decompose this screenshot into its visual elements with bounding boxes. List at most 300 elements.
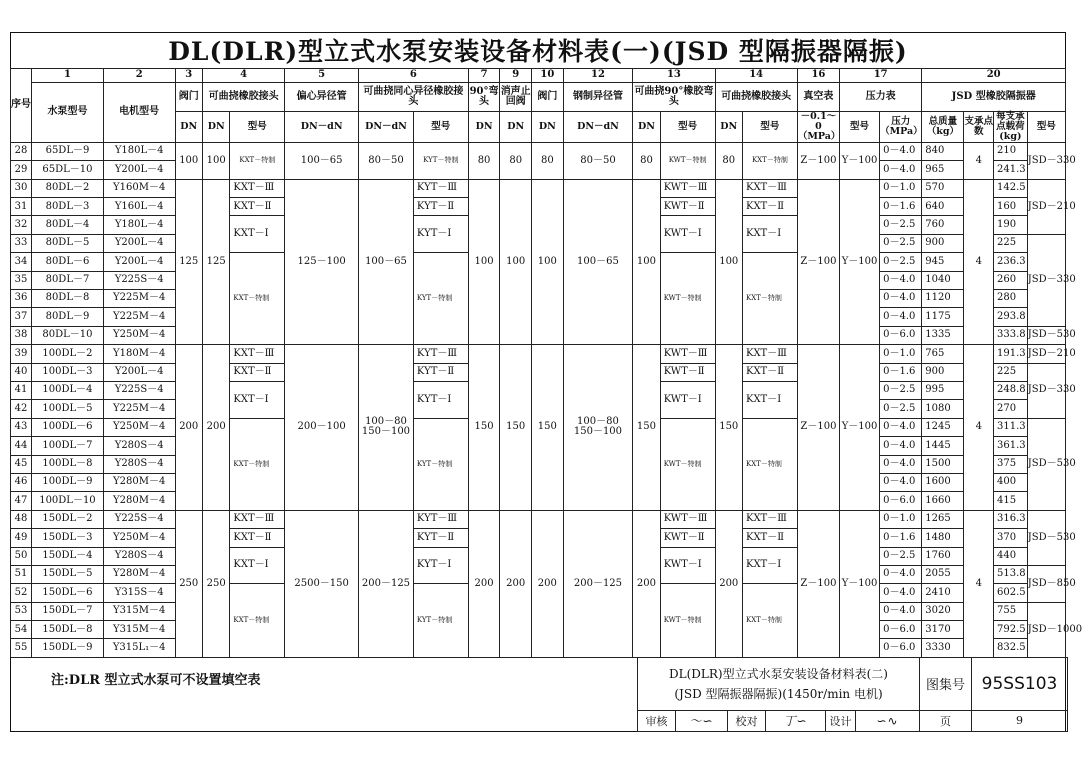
vacuum-model: Z－100	[797, 179, 839, 345]
eccentric-dn: 125－100	[285, 179, 359, 345]
joint2-dn: 200	[715, 510, 742, 657]
col-number: 7	[468, 69, 500, 83]
pump-model: 150DL－6	[32, 584, 104, 602]
jsd-model: JSD－850	[1027, 565, 1065, 602]
pump-model: 100DL－5	[32, 400, 104, 418]
table-row	[11, 179, 1066, 197]
flex-elbow-dn: 100	[633, 179, 660, 345]
model: 型号	[742, 112, 797, 143]
eccentric-dn: 200－100	[285, 345, 359, 511]
vacuum-header: 真空表	[797, 83, 839, 112]
motor-model: Y160L－4	[103, 198, 175, 216]
joint-dn: 200	[202, 345, 229, 511]
support-count: 4	[964, 345, 994, 511]
flex-elbow-model: KWT－Ⅲ	[660, 179, 715, 197]
load-per-support: 160	[994, 198, 1028, 216]
page-title: DL(DLR)型立式水泵安装设备材料表(一)(JSD 型隔振器隔振)	[10, 32, 1066, 68]
pressure-range: 0－2.5	[880, 216, 922, 234]
concentric-model: KYT－Ⅱ	[413, 198, 468, 216]
col-number: 10	[532, 69, 564, 83]
valve2-dn: 100	[532, 179, 564, 345]
pump-model: 80DL－2	[32, 179, 104, 197]
dn: DN	[468, 112, 500, 143]
motor-model-header: 电机型号	[103, 83, 175, 143]
pump-model: 80DL－9	[32, 308, 104, 326]
pressure-model: Y－100	[840, 510, 880, 657]
concentric-dn: 100－65	[359, 179, 414, 345]
motor-model: Y225S－4	[103, 381, 175, 399]
row-number: 47	[11, 492, 32, 510]
jsd-model: JSD－530	[1027, 510, 1065, 565]
pressure-model: Y－100	[840, 179, 880, 345]
total-weight: 1660	[922, 492, 964, 510]
jsd-model: JSD－1000	[1027, 602, 1065, 657]
pressure-range: 0－6.0	[880, 639, 922, 657]
jsd-model: JSD－530	[1027, 418, 1065, 510]
support-count: 4	[964, 142, 994, 179]
table-row	[11, 345, 1066, 363]
dn: DN	[175, 112, 202, 143]
flex-elbow-dn: 150	[633, 345, 660, 511]
motor-model: Y180L－4	[103, 216, 175, 234]
flex-joint2-header: 可曲挠橡胶接头	[715, 83, 797, 112]
col-number: 12	[563, 69, 633, 83]
signature-image: 丁∽	[783, 714, 808, 729]
support-count: 4	[964, 510, 994, 657]
motor-model: Y315S－4	[103, 584, 175, 602]
motor-model: Y250M－4	[103, 418, 175, 436]
material-table	[10, 68, 1082, 658]
valve-dn: 200	[175, 345, 202, 511]
pump-model: 100DL－4	[32, 381, 104, 399]
valve2-dn: 150	[532, 345, 564, 511]
load-per-support: 316.3	[994, 510, 1028, 528]
col-number: 20	[922, 69, 1066, 83]
pressure-range: 0－4.0	[880, 271, 922, 289]
joint2-model: KXT－Ⅲ	[742, 345, 797, 363]
pressure-range: 0－1.0	[880, 345, 922, 363]
joint2-model: KXT－Ⅲ	[742, 179, 797, 197]
elbow-dn: 80	[468, 142, 500, 179]
silencer-dn: 80	[500, 142, 532, 179]
row-number: 30	[11, 179, 32, 197]
elbow-dn: 100	[468, 179, 500, 345]
load-per-support: 190	[994, 216, 1028, 234]
load-per-support: 142.5	[994, 179, 1028, 197]
pressure-range: 0－1.0	[880, 510, 922, 528]
col-number: 5	[285, 69, 359, 83]
total-weight: 1335	[922, 326, 964, 344]
review-signature	[676, 710, 728, 731]
row-number: 41	[11, 381, 32, 399]
load-per-support: 241.3	[994, 161, 1028, 179]
load-per-support: 415	[994, 492, 1028, 510]
eccentric-dn: 100－65	[285, 142, 359, 179]
pump-model: 150DL－9	[32, 639, 104, 657]
pressure-range: 0－6.0	[880, 492, 922, 510]
load-per-support: 248.8	[994, 381, 1028, 399]
reducer-dn: 200－125	[563, 510, 633, 657]
pressure-range: 0－2.5	[880, 381, 922, 399]
motor-model: Y200L－4	[103, 234, 175, 252]
pump-model: 65DL－9	[32, 142, 104, 160]
jsd-model: JSD－530	[1027, 326, 1065, 344]
pump-model: 100DL－3	[32, 363, 104, 381]
table-row	[11, 510, 1066, 528]
joint2-model: KXT－特制	[742, 253, 797, 345]
pressure-range: 0－4.0	[880, 565, 922, 583]
total-weight: 900	[922, 234, 964, 252]
row-number: 45	[11, 455, 32, 473]
pressure-range: 0－2.5	[880, 400, 922, 418]
weight: 总质量（kg）	[922, 112, 964, 143]
joint2-model: KXT－Ⅰ	[742, 381, 797, 418]
load-per-support: 792.5	[994, 621, 1028, 639]
load-per-support: 375	[994, 455, 1028, 473]
row-number: 33	[11, 234, 32, 252]
total-weight: 1600	[922, 473, 964, 491]
eccentric-dn: 2500－150	[285, 510, 359, 657]
motor-model: Y160M－4	[103, 179, 175, 197]
eccentric-header: 偏心异径管	[285, 83, 359, 112]
load: 每支承点载荷(kg)	[994, 112, 1028, 143]
load-per-support: 260	[994, 271, 1028, 289]
col-number: 6	[359, 69, 469, 83]
concentric-model: KYT－Ⅰ	[413, 547, 468, 584]
concentric-model: KYT－特制	[413, 584, 468, 658]
pressure-range: 0－1.6	[880, 363, 922, 381]
valve-dn: 125	[175, 179, 202, 345]
jsd-model: JSD－330	[1027, 234, 1065, 326]
total-weight: 1500	[922, 455, 964, 473]
total-weight: 1120	[922, 290, 964, 308]
elbow-header: 90°弯头	[468, 83, 500, 112]
pump-model: 80DL－6	[32, 253, 104, 271]
pump-model: 100DL－6	[32, 418, 104, 436]
pressure-range: 0－4.0	[880, 161, 922, 179]
footer-block	[10, 657, 1066, 732]
page-number: 9	[972, 710, 1068, 731]
total-weight: 1175	[922, 308, 964, 326]
pressure-range: 0－4.0	[880, 584, 922, 602]
pressure-header: 压力表	[840, 83, 922, 112]
flex-elbow-model: KWT－Ⅱ	[660, 363, 715, 381]
valve2-header: 阀门	[532, 83, 564, 112]
row-number: 55	[11, 639, 32, 657]
pressure-model: Y－100	[840, 345, 880, 511]
motor-model: Y225M－4	[103, 400, 175, 418]
vacuum-model: Z－100	[797, 510, 839, 657]
vacuum-model: Z－100	[797, 142, 839, 179]
flex-joint-header: 可曲挠橡胶接头	[202, 83, 284, 112]
joint-model: KXT－Ⅰ	[230, 547, 285, 584]
motor-model: Y315L₁－4	[103, 639, 175, 657]
total-weight: 1480	[922, 529, 964, 547]
model: 型号	[840, 112, 880, 143]
row-number: 32	[11, 216, 32, 234]
motor-model: Y280M－4	[103, 492, 175, 510]
flex-elbow-dn: 200	[633, 510, 660, 657]
vacuum-model: Z－100	[797, 345, 839, 511]
total-weight: 2410	[922, 584, 964, 602]
jsd-model: JSD－210	[1027, 179, 1065, 234]
pressure-range: 0－4.0	[880, 602, 922, 620]
motor-model: Y200L－4	[103, 363, 175, 381]
pressure-range: 0－1.0	[880, 179, 922, 197]
pump-model: 100DL－10	[32, 492, 104, 510]
row-number: 46	[11, 473, 32, 491]
flex-concentric-header: 可曲挠同心异径橡胶接头	[359, 83, 469, 112]
signature-image: ～∽	[689, 714, 714, 729]
reducer-dn: 80－50	[563, 142, 633, 179]
pressure-range: 0－4.0	[880, 437, 922, 455]
pressure-range: 0－6.0	[880, 326, 922, 344]
total-weight: 640	[922, 198, 964, 216]
pump-model: 80DL－7	[32, 271, 104, 289]
model: 型号	[1027, 112, 1065, 143]
dn: DN	[532, 112, 564, 143]
joint2-model: KXT－Ⅱ	[742, 529, 797, 547]
reducer-dn: 100－65	[563, 179, 633, 345]
total-weight: 570	[922, 179, 964, 197]
col-number: 3	[175, 69, 202, 83]
joint2-model: KXT－Ⅰ	[742, 216, 797, 253]
total-weight: 1265	[922, 510, 964, 528]
silencer-dn: 100	[500, 179, 532, 345]
total-weight: 1245	[922, 418, 964, 436]
total-weight: 1040	[922, 271, 964, 289]
motor-model: Y225M－4	[103, 308, 175, 326]
load-per-support: 293.8	[994, 308, 1028, 326]
pump-model: 150DL－4	[32, 547, 104, 565]
total-weight: 3170	[922, 621, 964, 639]
joint2-model: KXT－Ⅱ	[742, 198, 797, 216]
pressure-range: 0－4.0	[880, 290, 922, 308]
pressure-range: 0－1.6	[880, 198, 922, 216]
joint-model: KXT－特制	[230, 253, 285, 345]
flex-elbow-model: KWT－特制	[660, 418, 715, 510]
drawing-name: DL(DLR)型立式水泵安装设备材料表(二) (JSD 型隔振器隔振)(1450r/min 电机)	[638, 658, 920, 711]
header-row-numbers	[11, 69, 1066, 83]
load-per-support: 440	[994, 547, 1028, 565]
joint2-model: KXT－特制	[742, 418, 797, 510]
joint2-model: KXT－特制	[742, 142, 797, 179]
col-number: 16	[797, 69, 839, 83]
motor-model: Y250M－4	[103, 326, 175, 344]
model: 型号	[660, 112, 715, 143]
row-number: 52	[11, 584, 32, 602]
joint-model: KXT－Ⅲ	[230, 179, 285, 197]
concentric-dn: 100－80 150－100	[359, 345, 414, 511]
load-per-support: 236.3	[994, 253, 1028, 271]
joint-model: KXT－Ⅱ	[230, 198, 285, 216]
joint-dn: 125	[202, 179, 229, 345]
total-weight: 3020	[922, 602, 964, 620]
jsd-model: JSD－210	[1027, 345, 1065, 363]
header-row-names	[11, 83, 1066, 112]
concentric-model: KYT－Ⅲ	[413, 345, 468, 363]
joint-model: KXT－Ⅱ	[230, 363, 285, 381]
joint-model: KXT－Ⅲ	[230, 345, 285, 363]
col-number: 14	[715, 69, 797, 83]
pressure-range: 0－2.5	[880, 234, 922, 252]
pump-model-header: 水泵型号	[32, 83, 104, 143]
pressure-range: 0－4.0	[880, 418, 922, 436]
col-number: 13	[633, 69, 715, 83]
load-per-support: 191.3	[994, 345, 1028, 363]
load-per-support: 832.5	[994, 639, 1028, 657]
elbow-dn: 150	[468, 345, 500, 511]
row-number: 35	[11, 271, 32, 289]
row-number: 37	[11, 308, 32, 326]
row-number: 36	[11, 290, 32, 308]
pressure-model: Y－100	[840, 142, 880, 179]
check-signature	[766, 710, 826, 731]
flex-elbow-model: KWT－特制	[660, 253, 715, 345]
motor-model: Y250M－4	[103, 529, 175, 547]
row-number: 29	[11, 161, 32, 179]
pressure-range: 0－4.0	[880, 473, 922, 491]
title-block	[637, 657, 1068, 732]
total-weight: 1760	[922, 547, 964, 565]
dn-dn: DN－dN	[563, 112, 633, 143]
pump-model: 80DL－3	[32, 198, 104, 216]
joint2-model: KXT－Ⅲ	[742, 510, 797, 528]
pressure-range: 0－2.5	[880, 253, 922, 271]
valve-dn: 250	[175, 510, 202, 657]
load-per-support: 225	[994, 234, 1028, 252]
load-per-support: 755	[994, 602, 1028, 620]
row-number: 51	[11, 565, 32, 583]
model: 型号	[413, 112, 468, 143]
flex-elbow-model: KWT－Ⅱ	[660, 529, 715, 547]
pump-model: 150DL－3	[32, 529, 104, 547]
motor-model: Y280S－4	[103, 547, 175, 565]
jsd-model: JSD－330	[1027, 363, 1065, 418]
motor-model: Y200L－4	[103, 161, 175, 179]
flex-elbow-model: KWT－Ⅰ	[660, 381, 715, 418]
note-text: 注:DLR 型立式水泵可不设置填空表	[51, 673, 261, 688]
support-count: 4	[964, 179, 994, 345]
dn-dn: DN－dN	[359, 112, 414, 143]
joint-model: KXT－特制	[230, 584, 285, 658]
vac-range: －0.1～0（MPa）	[797, 111, 841, 142]
table-row	[11, 142, 1066, 160]
dn: DN	[500, 112, 532, 143]
model: 型号	[230, 112, 285, 143]
concentric-model: KYT－Ⅰ	[413, 216, 468, 253]
flex-elbow-model: KWT－Ⅲ	[660, 510, 715, 528]
flex-elbow-model: KWT－Ⅰ	[660, 547, 715, 584]
joint-dn: 100	[202, 142, 229, 179]
row-number: 54	[11, 621, 32, 639]
load-per-support: 270	[994, 400, 1028, 418]
motor-model: Y180L－4	[103, 142, 175, 160]
motor-model: Y315M－4	[103, 621, 175, 639]
total-weight: 765	[922, 345, 964, 363]
dn-dn: DN－dN	[285, 112, 359, 143]
pr-range: 压力（MPa）	[880, 112, 922, 143]
concentric-model: KYT－Ⅱ	[413, 529, 468, 547]
total-weight: 945	[922, 253, 964, 271]
atlas-number: 95SS103	[972, 658, 1068, 711]
col-number: 9	[500, 69, 532, 83]
load-per-support: 280	[994, 290, 1028, 308]
joint-model: KXT－Ⅰ	[230, 216, 285, 253]
joint-model: KXT－特制	[230, 142, 285, 179]
dn: DN	[715, 112, 742, 143]
steel-reducer-header: 钢制异径管	[563, 83, 633, 112]
col-number: 17	[840, 69, 922, 83]
joint-model: KXT－Ⅰ	[230, 381, 285, 418]
concentric-model: KYT－Ⅲ	[413, 510, 468, 528]
row-number: 40	[11, 363, 32, 381]
valve2-dn: 200	[532, 510, 564, 657]
total-weight: 1445	[922, 437, 964, 455]
motor-model: Y315M－4	[103, 602, 175, 620]
pump-model: 100DL－8	[32, 455, 104, 473]
review-label: 审核	[638, 710, 676, 731]
design-label: 设计	[826, 710, 856, 731]
motor-model: Y180M－4	[103, 345, 175, 363]
motor-model: Y280S－4	[103, 437, 175, 455]
joint-model: KXT－Ⅲ	[230, 510, 285, 528]
joint2-dn: 100	[715, 179, 742, 345]
atlas-label: 图集号	[920, 658, 972, 711]
pump-model: 100DL－9	[32, 473, 104, 491]
col-number: 2	[103, 69, 175, 83]
concentric-model: KYT－Ⅰ	[413, 381, 468, 418]
concentric-model: KYT－特制	[413, 253, 468, 345]
row-number: 50	[11, 547, 32, 565]
pressure-range: 0－4.0	[880, 308, 922, 326]
total-weight: 2055	[922, 565, 964, 583]
row-number: 43	[11, 418, 32, 436]
jsd-header: JSD 型橡胶隔振器	[922, 83, 1066, 112]
pump-model: 80DL－10	[32, 326, 104, 344]
pressure-range: 0－4.0	[880, 142, 922, 160]
flex-elbow-model: KWT－特制	[660, 584, 715, 658]
concentric-model: KYT－Ⅱ	[413, 363, 468, 381]
motor-model: Y225S－4	[103, 271, 175, 289]
row-number: 28	[11, 142, 32, 160]
joint2-dn: 80	[715, 142, 742, 179]
flex-elbow-model: KWT－Ⅱ	[660, 198, 715, 216]
col-number: 4	[202, 69, 284, 83]
motor-model: Y280M－4	[103, 565, 175, 583]
motor-model: Y280M－4	[103, 473, 175, 491]
silencer-dn: 200	[500, 510, 532, 657]
pump-model: 80DL－8	[32, 290, 104, 308]
check-label: 校对	[728, 710, 766, 731]
pressure-range: 0－1.6	[880, 529, 922, 547]
total-weight: 3330	[922, 639, 964, 657]
valve-header: 阀门	[175, 83, 202, 112]
joint2-dn: 150	[715, 345, 742, 511]
flex-elbow-model: KWT－Ⅰ	[660, 216, 715, 253]
joint2-model: KXT－Ⅰ	[742, 547, 797, 584]
joint2-model: KXT－特制	[742, 584, 797, 658]
col-number: 1	[32, 69, 104, 83]
supports: 支承点数	[964, 112, 994, 143]
row-number: 48	[11, 510, 32, 528]
dn: DN	[202, 112, 229, 143]
pressure-range: 0－2.5	[880, 547, 922, 565]
seq-header: 序号	[11, 69, 32, 143]
flex-elbow-dn: 80	[633, 142, 660, 179]
total-weight: 1080	[922, 400, 964, 418]
row-number: 42	[11, 400, 32, 418]
